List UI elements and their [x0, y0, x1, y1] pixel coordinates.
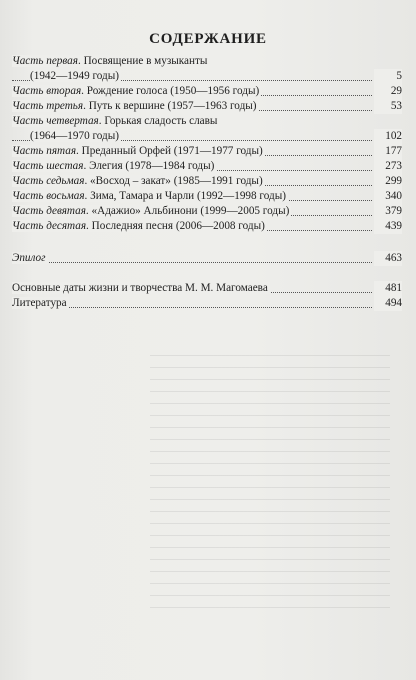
page-number: 439: [374, 219, 402, 234]
part-label: Часть первая: [12, 55, 78, 67]
section-gap: [12, 266, 402, 281]
toc-entry-7[interactable]: [12, 174, 402, 189]
entry-title: Литература: [12, 297, 67, 309]
toc-entry-4[interactable]: [12, 114, 402, 129]
part-label: Часть шестая: [12, 160, 84, 172]
entry-title: . Горькая сладость славы: [98, 115, 218, 127]
part-label: Часть пятая: [12, 145, 77, 157]
entry-title: . «Восход – закат» (1985—1991 годы): [84, 175, 263, 187]
entry-years: (1964—1970 годы): [30, 130, 119, 142]
part-label: Часть вторая: [12, 85, 82, 97]
toc-entry-8[interactable]: [12, 189, 402, 204]
toc-entry-literature[interactable]: [12, 296, 402, 311]
toc-entry-dates[interactable]: [12, 281, 402, 296]
part-label: Часть десятая: [12, 220, 87, 232]
entry-title: . «Адажио» Альбинони (1999—2005 годы): [85, 205, 290, 217]
page-number: 481: [374, 281, 402, 296]
toc-entry-9[interactable]: [12, 204, 402, 219]
page-number: 5: [374, 69, 402, 84]
section-gap: [12, 234, 402, 251]
part-label: Часть восьмая: [12, 190, 85, 202]
toc-entry-3[interactable]: [12, 99, 402, 114]
entry-title: . Путь к вершине (1957—1963 годы): [83, 100, 257, 112]
page-number: 379: [374, 204, 402, 219]
page-number: 53: [374, 99, 402, 114]
part-label: Часть седьмая: [12, 175, 85, 187]
page-number: 102: [374, 129, 402, 144]
toc-entry-5[interactable]: [12, 144, 402, 159]
part-label: Часть четвертая: [12, 115, 99, 127]
toc-entry-1[interactable]: [12, 54, 402, 69]
toc-entry-1-cont[interactable]: [12, 69, 402, 84]
entry-title: Основные даты жизни и творчества М. М. Магомаева: [12, 282, 268, 294]
entry-years: (1942—1949 годы): [30, 70, 119, 82]
page-title: СОДЕРЖАНИЕ: [149, 31, 267, 47]
entry-title: . Преданный Орфей (1971—1977 годы): [76, 145, 263, 157]
page-number: 29: [374, 84, 402, 99]
page-number: 299: [374, 174, 402, 189]
entry-title: . Элегия (1978—1984 годы): [83, 160, 215, 172]
toc-entry-epilogue[interactable]: [12, 251, 402, 266]
entry-title: . Посвящение в музыканты: [77, 55, 208, 67]
toc-entry-10[interactable]: [12, 219, 402, 234]
page-number: 273: [374, 159, 402, 174]
show-through-text: [150, 355, 390, 615]
table-of-contents: [12, 54, 402, 311]
page-number: 463: [374, 251, 402, 266]
toc-entry-2[interactable]: [12, 84, 402, 99]
entry-title: . Последняя песня (2006—2008 годы): [86, 220, 265, 232]
part-label: Эпилог: [12, 252, 46, 264]
page-number: 494: [374, 296, 402, 311]
toc-entry-6[interactable]: [12, 159, 402, 174]
page-number: 340: [374, 189, 402, 204]
leader-dots: [12, 262, 372, 263]
page-number: 177: [374, 144, 402, 159]
entry-title: . Зима, Тамара и Чарли (1992—1998 годы): [84, 190, 286, 202]
part-label: Часть третья: [12, 100, 84, 112]
part-label: Часть девятая: [12, 205, 86, 217]
entry-title: . Рождение голоса (1950—1956 годы): [81, 85, 260, 97]
toc-entry-4-cont[interactable]: [12, 129, 402, 144]
